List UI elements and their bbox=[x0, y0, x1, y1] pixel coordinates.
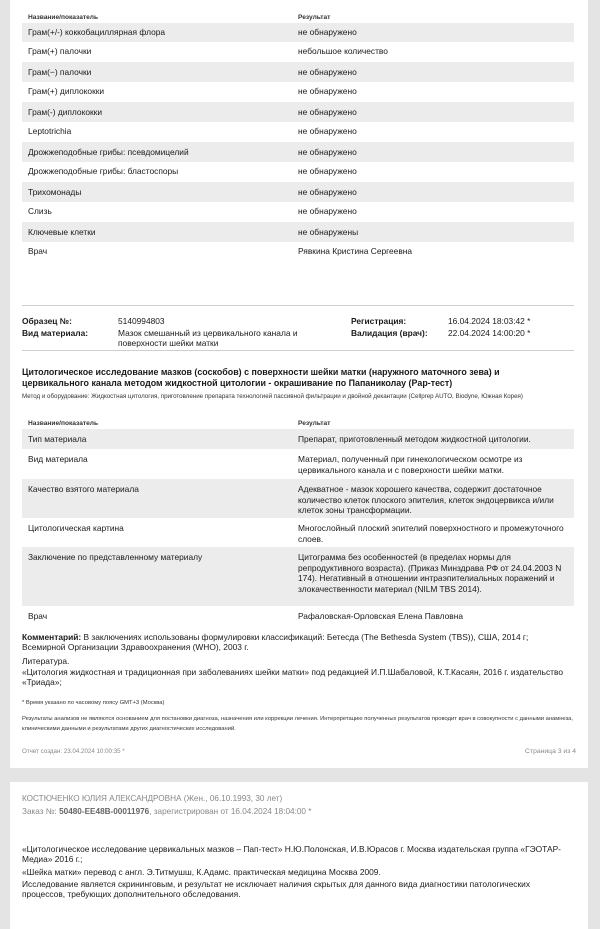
row-name: Врач bbox=[28, 611, 48, 621]
reference-1: «Цитологическое исследование цервикальных мазков – Пап-тест» Н.Ю.Полонская, И.В.Юрасов г. Москва издательская группа «ГЭОТАР-Медиа» 2016 г.; bbox=[22, 844, 561, 865]
row-value: не обнаружено bbox=[298, 126, 357, 136]
order-line bbox=[22, 807, 311, 817]
order-number: 50480-EE48B-00011976 bbox=[59, 807, 150, 816]
comment-text: В заключениях использованы формулировки классификаций: Бетесда (The Bethesda System (TBS)), США, 2014 г; Всемирной Организации Здравоохранения (WHO), 2003 г. bbox=[22, 632, 529, 653]
sample-number-label: Образец №: bbox=[22, 316, 72, 326]
validation-value: 22.04.2024 14:00:20 * bbox=[448, 328, 531, 338]
row-name: Качество взятого материала bbox=[28, 484, 139, 494]
row-name: Грам(+) палочки bbox=[28, 46, 92, 56]
comment bbox=[22, 632, 574, 653]
table-row-doctor bbox=[22, 606, 574, 626]
table-row bbox=[22, 182, 574, 202]
table-row bbox=[22, 429, 574, 449]
row-value: не обнаружено bbox=[298, 187, 357, 197]
row-name: Трихомонады bbox=[28, 187, 82, 197]
table-row bbox=[22, 162, 574, 182]
table-row bbox=[22, 122, 574, 142]
row-value: Многослойный плоский эпителий поверхностного и промежуточного слоев. bbox=[298, 523, 564, 544]
divider bbox=[22, 305, 574, 306]
table-row-doctor bbox=[22, 242, 574, 262]
row-name: Грам(-) диплококки bbox=[28, 107, 102, 117]
timezone-footnote: * Время указано по часовому поясу GMT+3 (Москва) bbox=[22, 700, 165, 706]
row-value: Препарат, приготовленный методом жидкостной цитологии. bbox=[298, 434, 531, 444]
table-row bbox=[22, 62, 574, 82]
row-value: не обнаружено bbox=[298, 107, 357, 117]
row-value: Цитограмма без особенностей (в пределах нормы для репродуктивного возраста). (Приказ Минздрава РФ от 24.04.2003 N 174). Негативный в отношении интраэпителиальных поражений и злокачественности материал (NILM TBS 2014). bbox=[298, 552, 562, 594]
row-name: Грам(+/-) коккобациллярная флора bbox=[28, 27, 166, 37]
row-name: Дрожжеподобные грибы: бластоспоры bbox=[28, 166, 179, 176]
registration-label: Регистрация: bbox=[351, 316, 407, 326]
table-row bbox=[22, 142, 574, 162]
table-row bbox=[22, 222, 574, 242]
row-value: Материал, полученный при гинекологическом осмотре из цервикального канала и с поверхности шейки матки. bbox=[298, 454, 523, 475]
row-name: Тип материала bbox=[28, 434, 87, 444]
disclaimer: Результаты анализов не являются основанием для постановки диагноза, назначения или коррекции лечения. Интерпретацию полученных результатов проводит врач в совокупности с данными анамнеза, клиническими данными и результатами других диагностических исследований. bbox=[22, 716, 574, 732]
report-page-3 bbox=[10, 0, 588, 768]
order-suffix: , зарегистрирован от 16.04.2024 18:04:00 * bbox=[149, 807, 312, 816]
row-value: не обнаружено bbox=[298, 27, 357, 37]
row-name: Врач bbox=[28, 246, 48, 256]
row-name: Ключевые клетки bbox=[28, 227, 96, 237]
row-name: Дрожжеподобные грибы: псевдомицелий bbox=[28, 147, 189, 157]
row-name: Грам(+) диплококки bbox=[28, 86, 105, 96]
literature-title: Литература. bbox=[22, 656, 70, 666]
row-name: Leptotrichia bbox=[28, 126, 72, 136]
table-row bbox=[22, 82, 574, 102]
row-name: Грам(−) палочки bbox=[28, 67, 92, 77]
study-method: Метод и оборудование: Жидкостная цитология, приготовление препарата технологией пассивной фильтрации и двойной декантации (Cellprep AUTO, Biodyne, Южная Корея) bbox=[22, 393, 523, 400]
table-row bbox=[22, 518, 574, 547]
row-value: Рафаловская-Орловская Елена Павловна bbox=[298, 611, 464, 621]
table-row bbox=[22, 23, 574, 42]
material-value: Мазок смешанный из цервикального канала и поверхности шейки матки bbox=[118, 328, 298, 349]
study-title: Цитологическое исследование мазков (соскобов) с поверхности шейки матки (наружного маточного зева) и цервикального канала методом жидкостной цитологии - окрашивание по Папаниколау (Pap-тест) bbox=[22, 367, 500, 388]
table-row bbox=[22, 479, 574, 518]
patient-header: КОСТЮЧЕНКО ЮЛИЯ АЛЕКСАНДРОВНА (Жен., 06.10.1993, 30 лет) bbox=[22, 794, 283, 803]
table1-header-result: Результат bbox=[298, 14, 331, 21]
screening-note: Исследование является скрининговым, и результат не исключает наличия скрытых для данного вида диагностики патологических процессов, требующих дополнительного обследования. bbox=[22, 879, 531, 900]
order-prefix: Заказ №: bbox=[22, 807, 60, 816]
literature-text: «Цитология жидкостная и традиционная при заболеваниях шейки матки» под редакцией И.П.Шабаловой, К.Т.Касаян, 2016 г. издательство «Триада»; bbox=[22, 667, 563, 688]
report-page-4 bbox=[10, 782, 588, 929]
table-row bbox=[22, 42, 574, 62]
table2-header-result: Результат bbox=[298, 420, 331, 427]
validation-label: Валидация (врач): bbox=[351, 328, 428, 338]
row-value: Рявкина Кристина Сергеевна bbox=[298, 246, 413, 256]
report-created: Отчет создан: 23.04.2024 10:00:35 * bbox=[22, 748, 125, 755]
table-row bbox=[22, 202, 574, 222]
table2-header-name: Название/показатель bbox=[28, 420, 99, 427]
material-label: Вид материала: bbox=[22, 328, 89, 338]
row-value: не обнаружено bbox=[298, 86, 357, 96]
page-number: Страница 3 из 4 bbox=[525, 748, 576, 755]
row-name: Вид материала bbox=[28, 454, 88, 464]
row-value: не обнаружены bbox=[298, 227, 359, 237]
sample-number-value: 5140994803 bbox=[118, 316, 165, 326]
table-row bbox=[22, 547, 574, 606]
reference-2: «Шейка матки» перевод с англ. Э.Титмушш, К.Адамс. практическая медицина Москва 2009. bbox=[22, 867, 381, 877]
row-value: Адекватное - мазок хорошего качества, содержит достаточное количество клеток плоского эпителия, клеток эндоцервикса и/или клеток зоны трансформации. bbox=[298, 484, 554, 516]
row-value: не обнаружено bbox=[298, 67, 357, 77]
table-row bbox=[22, 102, 574, 122]
row-name: Цитологическая картина bbox=[28, 523, 124, 533]
row-name: Слизь bbox=[28, 206, 52, 216]
row-name: Заключение по представленному материалу bbox=[28, 552, 203, 562]
registration-value: 16.04.2024 18:03:42 * bbox=[448, 316, 531, 326]
comment-label: Комментарий: bbox=[22, 632, 82, 642]
divider bbox=[22, 350, 574, 351]
table1-header-name: Название/показатель bbox=[28, 14, 99, 21]
row-value: небольшое количество bbox=[298, 46, 388, 56]
row-value: не обнаружено bbox=[298, 166, 357, 176]
row-value: не обнаружено bbox=[298, 206, 357, 216]
table-row bbox=[22, 449, 574, 479]
row-value: не обнаружено bbox=[298, 147, 357, 157]
